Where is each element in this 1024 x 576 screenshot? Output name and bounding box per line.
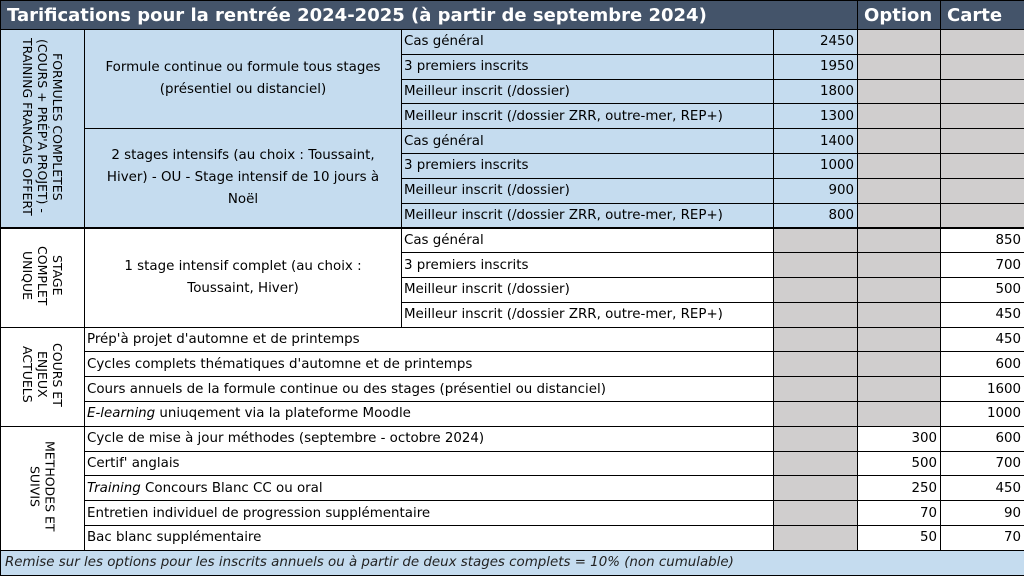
row-label: Cycle de mise à jour méthodes (septembre - octobre 2024) xyxy=(85,426,774,451)
option-cell xyxy=(858,377,941,402)
row-price: 1950 xyxy=(774,54,858,79)
carte-value: 700 xyxy=(941,253,1024,278)
row-price: 1400 xyxy=(774,129,858,154)
price-cell xyxy=(774,451,858,476)
option-cell xyxy=(858,104,941,129)
table-row xyxy=(1,352,1024,377)
table-row xyxy=(1,377,1024,402)
carte-cell xyxy=(941,54,1024,79)
price-cell xyxy=(774,302,858,327)
carte-cell xyxy=(941,153,1024,178)
option-value: 300 xyxy=(858,426,941,451)
row-label: Meilleur inscrit (/dossier) xyxy=(402,178,774,203)
row-label-emphasis: Training xyxy=(87,480,141,496)
row-label: Bac blanc supplémentaire xyxy=(85,525,774,550)
column-header-option: Option xyxy=(858,1,941,30)
section-label-formules: FORMULES COMPLETES (COURS + PRÉP'A PROJET) - TRAINING FRANCAIS OFFERT xyxy=(1,30,85,228)
row-label: 3 premiers inscrits xyxy=(402,153,774,178)
section-label-stage: STAGE COMPLET UNIQUE xyxy=(1,228,85,327)
table-row xyxy=(1,476,1024,501)
carte-cell xyxy=(941,203,1024,228)
row-label: Cours annuels de la formule continue ou des stages (présentiel ou distanciel) xyxy=(85,377,774,402)
row-label: Meilleur inscrit (/dossier) xyxy=(402,79,774,104)
carte-value: 90 xyxy=(941,501,1024,526)
carte-value: 1600 xyxy=(941,377,1024,402)
carte-cell xyxy=(941,178,1024,203)
table-row xyxy=(1,501,1024,526)
option-cell xyxy=(858,54,941,79)
carte-cell xyxy=(941,30,1024,55)
row-price: 1300 xyxy=(774,104,858,129)
table-row xyxy=(1,129,1024,154)
option-cell xyxy=(858,30,941,55)
carte-value: 450 xyxy=(941,302,1024,327)
carte-value: 600 xyxy=(941,352,1024,377)
option-value: 70 xyxy=(858,501,941,526)
carte-value: 600 xyxy=(941,426,1024,451)
row-label-emphasis: E-learning xyxy=(87,406,156,422)
price-cell xyxy=(774,277,858,302)
row-price: 1800 xyxy=(774,79,858,104)
table-row xyxy=(1,30,1024,55)
row-label: Meilleur inscrit (/dossier ZRR, outre-mer, REP+) xyxy=(402,203,774,228)
option-value: 500 xyxy=(858,451,941,476)
price-cell xyxy=(774,401,858,426)
option-value: 250 xyxy=(858,476,941,501)
carte-value: 70 xyxy=(941,525,1024,550)
carte-cell xyxy=(941,129,1024,154)
price-cell xyxy=(774,253,858,278)
option-cell xyxy=(858,178,941,203)
table-row xyxy=(1,401,1024,426)
carte-value: 450 xyxy=(941,327,1024,352)
option-cell xyxy=(858,253,941,278)
table-row xyxy=(1,525,1024,550)
option-cell xyxy=(858,153,941,178)
table-row xyxy=(1,451,1024,476)
row-price: 1000 xyxy=(774,153,858,178)
carte-cell xyxy=(941,104,1024,129)
price-cell xyxy=(774,327,858,352)
row-label: Cas général xyxy=(402,129,774,154)
section-label-cours: COURS ET ENJEUX ACTUELS xyxy=(1,327,85,426)
header-row xyxy=(1,1,1024,30)
footer-row xyxy=(1,550,1024,575)
row-label: 3 premiers inscrits xyxy=(402,253,774,278)
group-label-formule-continue: Formule continue ou formule tous stages (présentiel ou distanciel) xyxy=(85,30,402,129)
section-label-methodes: METHODES ET SUIVIS xyxy=(1,426,85,550)
row-label: Entretien individuel de progression supplémentaire xyxy=(85,501,774,526)
option-cell xyxy=(858,203,941,228)
table-row xyxy=(1,426,1024,451)
option-value: 50 xyxy=(858,525,941,550)
price-cell xyxy=(774,228,858,253)
column-header-carte: Carte xyxy=(941,1,1024,30)
option-cell xyxy=(858,129,941,154)
option-cell xyxy=(858,79,941,104)
row-price: 800 xyxy=(774,203,858,228)
row-label: Meilleur inscrit (/dossier) xyxy=(402,277,774,302)
option-cell xyxy=(858,277,941,302)
group-label-stage-intensif: 1 stage intensif complet (au choix : Toussaint, Hiver) xyxy=(85,228,402,327)
discount-note: Remise sur les options pour les inscrits annuels ou à partir de deux stages complets = 10% (non cumulable) xyxy=(1,550,1024,575)
carte-value: 1000 xyxy=(941,401,1024,426)
price-cell xyxy=(774,352,858,377)
row-label xyxy=(85,476,774,501)
price-cell xyxy=(774,501,858,526)
table-row xyxy=(1,327,1024,352)
row-price: 900 xyxy=(774,178,858,203)
row-label: Meilleur inscrit (/dossier ZRR, outre-mer, REP+) xyxy=(402,302,774,327)
table-row xyxy=(1,228,1024,253)
row-label: Cas général xyxy=(402,30,774,55)
row-label: Cycles complets thématiques d'automne et de printemps xyxy=(85,352,774,377)
row-label xyxy=(85,401,774,426)
price-cell xyxy=(774,525,858,550)
price-cell xyxy=(774,426,858,451)
row-label: Meilleur inscrit (/dossier ZRR, outre-mer, REP+) xyxy=(402,104,774,129)
option-cell xyxy=(858,401,941,426)
price-cell xyxy=(774,476,858,501)
page-title: Tarifications pour la rentrée 2024-2025 (à partir de septembre 2024) xyxy=(1,1,858,30)
option-cell xyxy=(858,352,941,377)
row-label: Certif' anglais xyxy=(85,451,774,476)
option-cell xyxy=(858,228,941,253)
carte-value: 850 xyxy=(941,228,1024,253)
option-cell xyxy=(858,327,941,352)
row-price: 2450 xyxy=(774,30,858,55)
option-cell xyxy=(858,302,941,327)
carte-value: 700 xyxy=(941,451,1024,476)
carte-value: 450 xyxy=(941,476,1024,501)
group-label-stages-intensifs: 2 stages intensifs (au choix : Toussaint, Hiver) - OU - Stage intensif de 10 jours à Noël xyxy=(85,129,402,228)
price-cell xyxy=(774,377,858,402)
row-label-rest: uniuqement via la plateforme Moodle xyxy=(155,406,411,422)
carte-cell xyxy=(941,79,1024,104)
carte-value: 500 xyxy=(941,277,1024,302)
row-label: Prép'à projet d'automne et de printemps xyxy=(85,327,774,352)
row-label: Cas général xyxy=(402,228,774,253)
row-label-rest: Concours Blanc CC ou oral xyxy=(140,480,323,496)
row-label: 3 premiers inscrits xyxy=(402,54,774,79)
